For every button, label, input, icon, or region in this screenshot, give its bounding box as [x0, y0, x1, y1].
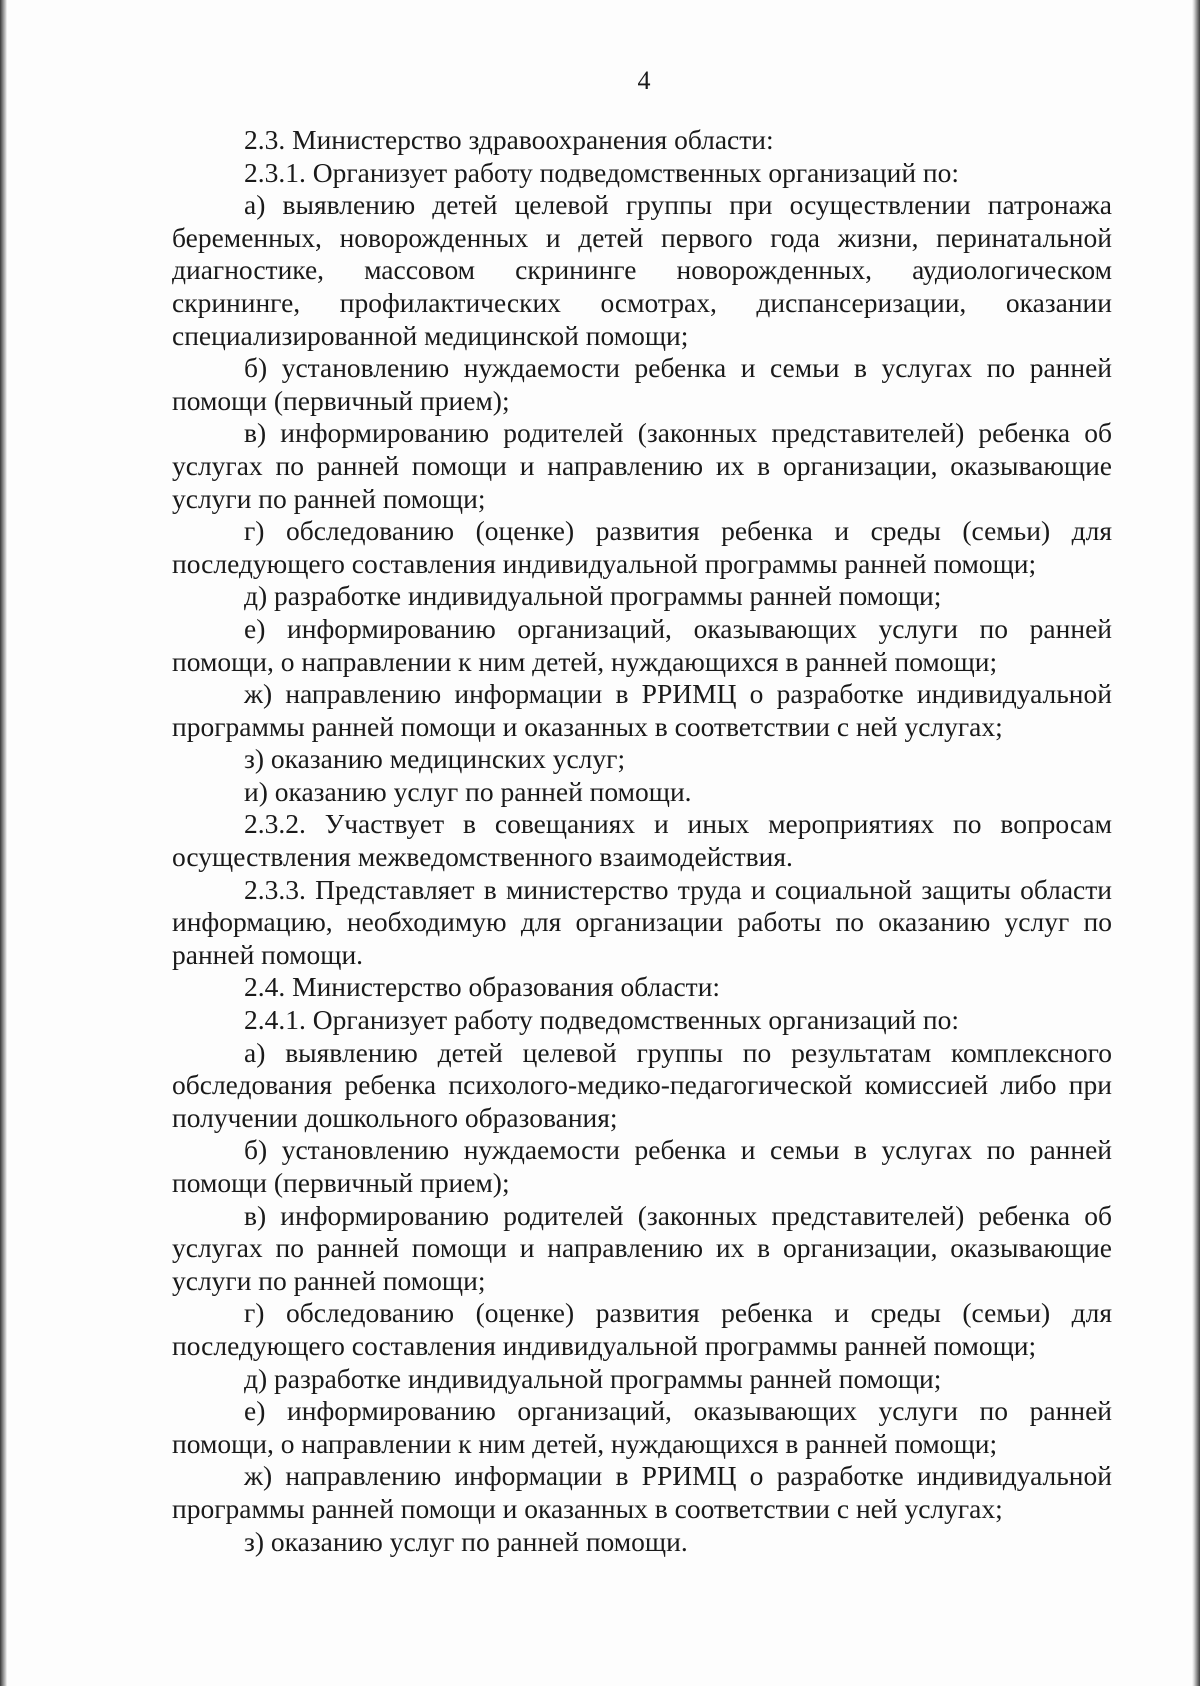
paragraph-2-3-2: 2.3.2. Участвует в совещаниях и иных мероприятиях по вопросам осуществления межведомственного взаимодействия. — [172, 808, 1112, 873]
paragraph-2-3-1: 2.3.1. Организует работу подведомственных организаций по: — [244, 156, 960, 188]
paragraph-2-3: 2.3. Министерство здравоохранения области: — [244, 124, 774, 155]
paragraph-item: з) оказанию медицинских услуг; — [244, 743, 626, 775]
document-body — [172, 124, 1112, 1558]
paragraph-item: в) информированию родителей (законных представителей) ребенка об услугах по ранней помощи и направлению их в организации, оказывающие услуги по ранней помощи; — [172, 417, 1112, 514]
paragraph-item: д) разработке индивидуальной программы ранней помощи; — [244, 580, 942, 612]
paragraph-item: д) разработке индивидуальной программы ранней помощи; — [244, 1362, 942, 1394]
paragraph-item: в) информированию родителей (законных представителей) ребенка об услугах по ранней помощи и направлению их в организации, оказывающие услуги по ранней помощи; — [172, 1199, 1112, 1296]
paragraph-item: е) информированию организаций, оказывающих услуги по ранней помощи, о направлении к ним детей, нуждающихся в ранней помощи; — [172, 612, 1112, 677]
paragraph-item: з) оказанию услуг по ранней помощи. — [244, 1525, 688, 1557]
paragraph-item: ж) направлению информации в РРИМЦ о разработке индивидуальной программы ранней помощи и оказанных в соответствии с ней услугах; — [172, 1460, 1112, 1524]
paragraph-item: а) выявлению детей целевой группы по результатам комплексного обследования ребенка психолого-медико-педагогической комиссией либо при получении дошкольного образования; — [172, 1036, 1112, 1133]
scan-edge-right — [1192, 0, 1200, 1686]
paragraph-item: б) установлению нуждаемости ребенка и семьи в услугах по ранней помощи (первичный прием); — [172, 352, 1112, 416]
paragraph-2-3-3: 2.3.3. Представляет в министерство труда и социальной защиты области информацию, необходимую для организации работы по оказанию услуг по ранней помощи. — [172, 873, 1112, 970]
paragraph-2-4-1: 2.4.1. Организует работу подведомственных организаций по: — [244, 1004, 960, 1036]
paragraph-item: е) информированию организаций, оказывающих услуги по ранней помощи, о направлении к ним детей, нуждающихся в ранней помощи; — [172, 1395, 1112, 1459]
paragraph-item: г) обследованию (оценке) развития ребенка и среды (семьи) для последующего составления индивидуальной программы ранней помощи; — [172, 515, 1112, 579]
scan-edge-left — [0, 0, 7, 1686]
paragraph-item: г) обследованию (оценке) развития ребенка и среды (семьи) для последующего составления индивидуальной программы ранней помощи; — [172, 1297, 1112, 1361]
paragraph-item: а) выявлению детей целевой группы при осуществлении патронажа беременных, новорожденных и детей первого года жизни, перинатальной диагностике, массовом скрининге новорожденных, аудиологическом скрининге, профилактических осмотрах, диспансеризации, оказании специализированной медицинской помощи; — [172, 189, 1112, 351]
paragraph-2-4: 2.4. Министерство образования области: — [244, 971, 721, 1003]
paragraph-item: и) оказанию услуг по ранней помощи. — [244, 775, 692, 807]
page-number: 4 — [637, 66, 651, 95]
paragraph-item: ж) направлению информации в РРИМЦ о разработке индивидуальной программы ранней помощи и оказанных в соответствии с ней услугах; — [172, 678, 1112, 742]
paragraph-item: б) установлению нуждаемости ребенка и семьи в услугах по ранней помощи (первичный прием); — [172, 1134, 1112, 1198]
